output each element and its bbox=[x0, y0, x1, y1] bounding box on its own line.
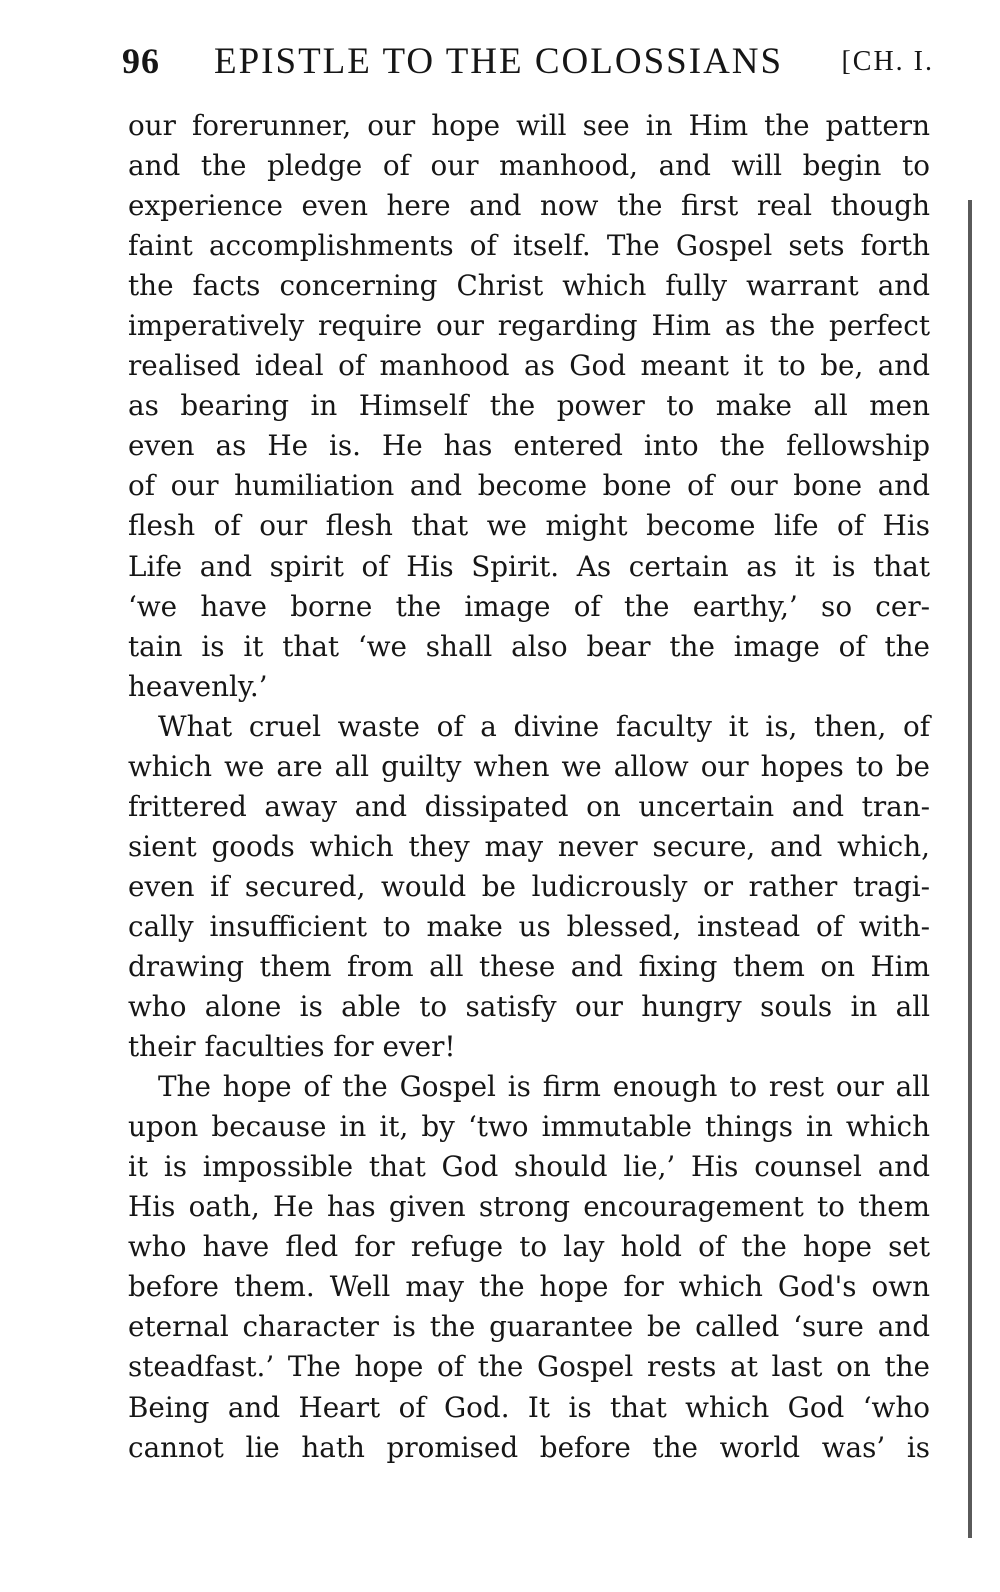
text-line: tain is it that ‘we shall also bear the image of the bbox=[128, 629, 930, 663]
text-line: drawing them from all these and fixing them on Him bbox=[128, 949, 930, 983]
text-line: it is impossible that God should lie,’ His counsel and bbox=[128, 1150, 930, 1184]
text-line: His oath, He has given strong encouragement to them bbox=[128, 1190, 930, 1224]
paragraph-start-line: What cruel waste of a divine faculty it is, then, of bbox=[158, 709, 930, 743]
text-line: sient goods which they may never secure, and which, bbox=[128, 829, 930, 863]
text-line: and the pledge of our manhood, and will begin to bbox=[128, 149, 930, 183]
text-line: Being and Heart of God. It is that which God ‘who bbox=[128, 1390, 930, 1424]
text-line: imperatively require our regarding Him as the perfect bbox=[128, 309, 930, 343]
text-line: frittered away and dissipated on uncertain and tran- bbox=[128, 789, 930, 823]
text-line: as bearing in Himself the power to make all men bbox=[128, 389, 930, 423]
text-line: flesh of our flesh that we might become life of His bbox=[128, 509, 930, 543]
text-line: cannot lie hath promised before the world was’ is bbox=[128, 1430, 930, 1464]
text-line: realised ideal of manhood as God meant it to be, and bbox=[128, 349, 930, 383]
text-line: ‘we have borne the image of the earthy,’ so cer- bbox=[128, 589, 930, 623]
text-line: heavenly.’ bbox=[128, 669, 268, 703]
paragraph-start-line: The hope of the Gospel is firm enough to rest our all bbox=[158, 1070, 930, 1104]
running-title: EPISTLE TO THE COLOSSIANS bbox=[214, 41, 784, 82]
text-line: Life and spirit of His Spirit. As certain as it is that bbox=[128, 549, 930, 583]
text-line: cally insufficient to make us blessed, instead of with- bbox=[128, 909, 930, 943]
text-line: steadfast.’ The hope of the Gospel rests at last on the bbox=[128, 1350, 930, 1384]
page-number: 96 bbox=[122, 41, 160, 81]
running-head bbox=[122, 40, 942, 90]
margin-rule bbox=[968, 200, 972, 1538]
text-line: experience even here and now the first real though bbox=[128, 189, 930, 223]
text-line: who alone is able to satisfy our hungry souls in all bbox=[128, 990, 930, 1024]
text-line: who have fled for refuge to lay hold of the hope set bbox=[128, 1230, 930, 1264]
body-text bbox=[128, 106, 930, 1468]
text-line: before them. Well may the hope for which God's own bbox=[128, 1270, 930, 1304]
text-line: our forerunner, our hope will see in Him the pattern bbox=[128, 109, 930, 142]
chapter-marker: [CH. I. bbox=[841, 46, 934, 77]
text-line: their faculties for ever! bbox=[128, 1030, 456, 1064]
text-line: even as He is. He has entered into the fellowship bbox=[128, 429, 930, 463]
text-line: even if secured, would be ludicrously or rather tragi- bbox=[128, 869, 930, 903]
text-line: which we are all guilty when we allow our hopes to be bbox=[128, 749, 930, 783]
text-line: of our humiliation and become bone of our bone and bbox=[128, 469, 930, 503]
text-line: eternal character is the guarantee be called ‘sure and bbox=[128, 1310, 930, 1344]
text-line: the facts concerning Christ which fully warrant and bbox=[128, 269, 930, 303]
text-line: upon because in it, by ‘two immutable things in which bbox=[128, 1110, 930, 1144]
text-line: faint accomplishments of itself. The Gospel sets forth bbox=[128, 229, 930, 263]
